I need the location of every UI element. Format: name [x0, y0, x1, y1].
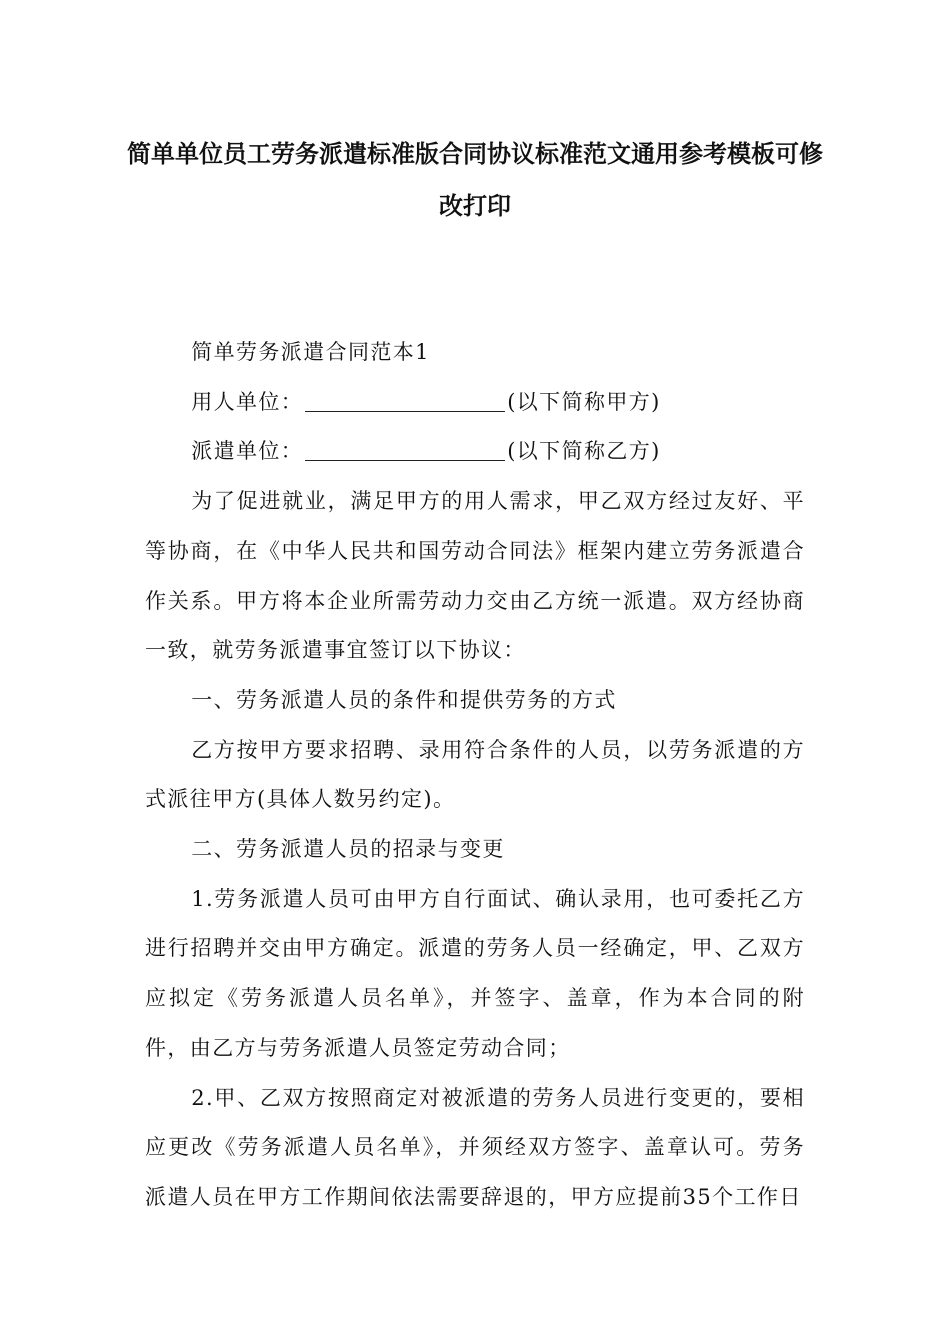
dispatcher-note: (以下简称乙方) [507, 439, 661, 464]
employer-label: 用人单位： [191, 389, 304, 414]
dispatcher-blank [305, 438, 505, 461]
document-body [145, 328, 805, 1223]
employer-line [145, 378, 805, 428]
dispatcher-label: 派遣单位： [191, 439, 304, 464]
section-1-paragraph: 乙方按甲方要求招聘、录用符合条件的人员，以劳务派遣的方式派往甲方(具体人数另约定)。 [145, 737, 805, 812]
contract-heading: 简单劳务派遣合同范本1 [191, 340, 430, 364]
dispatcher-line [145, 427, 805, 477]
preamble-paragraph: 为了促进就业，满足甲方的用人需求，甲乙双方经过友好、平等协商，在《中华人民共和国劳动合同法》框架内建立劳务派遣合作关系。甲方将本企业所需劳动力交由乙方统一派遣。双方经协商一致，就劳务派遣事宜签订以下协议： [145, 489, 805, 663]
clause-2-1-paragraph: 1.劳务派遣人员可由甲方自行面试、确认录用，也可委托乙方进行招聘并交由甲方确定。派遣的劳务人员一经确定，甲、乙双方应拟定《劳务派遣人员名单》，并签字、盖章，作为本合同的附件，由乙方与劳务派遣人员签定劳动合同； [145, 886, 805, 1060]
section-heading-2: 二、劳务派遣人员的招录与变更 [191, 837, 505, 862]
document-title: 简单单位员工劳务派遣标准版合同协议标准范文通用参考模板可修改打印 [127, 140, 823, 220]
section-heading-1: 一、劳务派遣人员的条件和提供劳务的方式 [191, 687, 617, 712]
clause-2-2-paragraph: 2.甲、乙双方按照商定对被派遣的劳务人员进行变更的，要相应更改《劳务派遣人员名单》，并须经双方签字、盖章认可。劳务派遣人员在甲方工作期间依法需要辞退的，甲方应提前35个工作日 [145, 1085, 805, 1209]
employer-note: (以下简称甲方) [507, 389, 661, 414]
employer-blank [305, 389, 505, 412]
